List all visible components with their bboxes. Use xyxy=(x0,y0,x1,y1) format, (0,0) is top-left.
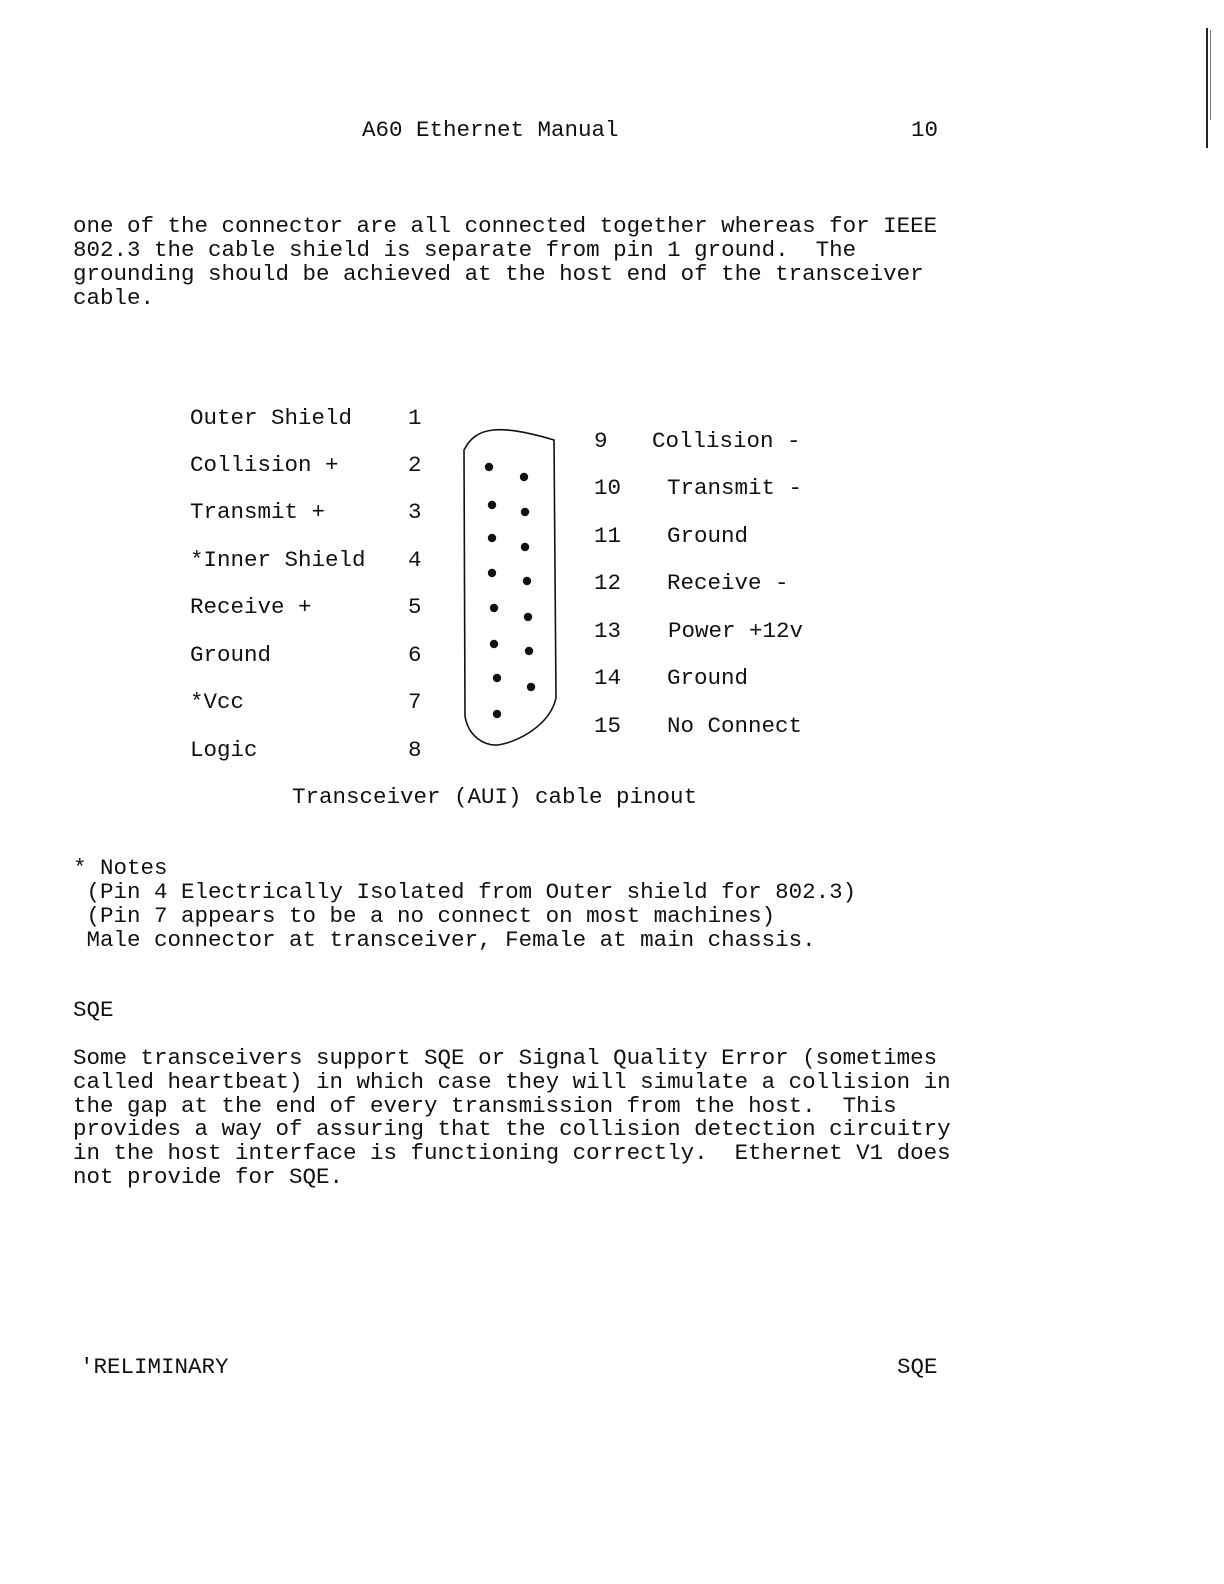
left-pin-number: 4 xyxy=(408,547,422,573)
sqe-line: provides a way of assuring that the collision detection circuitry xyxy=(73,1116,951,1142)
left-pin-label: Outer Shield xyxy=(190,405,353,431)
sqe-line: Some transceivers support SQE or Signal Quality Error (sometimes xyxy=(73,1045,938,1071)
left-pin-number: 5 xyxy=(408,594,422,620)
page-title: A60 Ethernet Manual xyxy=(362,117,619,143)
left-pin-label: Logic xyxy=(190,737,258,763)
sqe-line: called heartbeat) in which case they will simulate a collision in xyxy=(73,1069,951,1095)
right-pin-label: Ground xyxy=(667,523,749,549)
notes-line: (Pin 7 appears to be a no connect on most machines) xyxy=(73,903,776,929)
notes-line: Male connector at transceiver, Female at main chassis. xyxy=(73,927,816,953)
right-pin-label: Power +12v xyxy=(668,618,804,644)
intro-line: one of the connector are all connected together whereas for IEEE xyxy=(73,213,938,239)
notes-line: (Pin 4 Electrically Isolated from Outer shield for 802.3) xyxy=(73,879,857,905)
left-pin-label: Ground xyxy=(190,642,272,668)
page-number: 10 xyxy=(911,117,939,143)
intro-line: 802.3 the cable shield is separate from pin 1 ground. The xyxy=(73,237,857,263)
left-pin-label: *Vcc xyxy=(190,689,245,715)
diagram-caption: Transceiver (AUI) cable pinout xyxy=(292,784,698,810)
sqe-line: the gap at the end of every transmission from the host. This xyxy=(73,1093,897,1119)
right-pin-label: No Connect xyxy=(667,713,803,739)
left-pin-number: 7 xyxy=(408,689,422,715)
left-pin-label: Transmit + xyxy=(190,499,326,525)
intro-line: grounding should be achieved at the host end of the transceiver xyxy=(73,261,924,287)
right-pin-label: Ground xyxy=(667,665,749,691)
left-pin-label: Collision + xyxy=(190,452,339,478)
notes-heading: * Notes xyxy=(73,855,168,881)
right-pin-label: Receive - xyxy=(667,570,789,596)
right-pin-number: 9 xyxy=(594,428,608,454)
sqe-line: in the host interface is functioning correctly. Ethernet V1 does xyxy=(73,1140,951,1166)
left-pin-label: Receive + xyxy=(190,594,312,620)
right-pin-number: 10 xyxy=(594,475,622,501)
footer-right: SQE xyxy=(897,1354,938,1380)
right-pin-number: 14 xyxy=(594,665,622,691)
scan-edge-mark xyxy=(1206,28,1208,148)
db15-connector-icon xyxy=(450,420,575,755)
right-pin-label: Collision - xyxy=(652,428,801,454)
right-pin-number: 11 xyxy=(594,523,622,549)
section-heading-sqe: SQE xyxy=(73,997,114,1023)
left-pin-number: 1 xyxy=(408,405,422,431)
left-pin-number: 8 xyxy=(408,737,422,763)
right-pin-number: 15 xyxy=(594,713,622,739)
intro-line: cable. xyxy=(73,285,155,311)
right-pin-number: 12 xyxy=(594,570,622,596)
left-pin-number: 2 xyxy=(408,452,422,478)
scan-edge-mark xyxy=(1210,30,1211,120)
left-pin-number: 3 xyxy=(408,499,422,525)
right-pin-label: Transmit - xyxy=(667,475,803,501)
sqe-line: not provide for SQE. xyxy=(73,1164,344,1190)
right-pin-number: 13 xyxy=(594,618,622,644)
footer-left: 'RELIMINARY xyxy=(80,1354,229,1380)
left-pin-number: 6 xyxy=(408,642,422,668)
left-pin-label: *Inner Shield xyxy=(190,547,366,573)
